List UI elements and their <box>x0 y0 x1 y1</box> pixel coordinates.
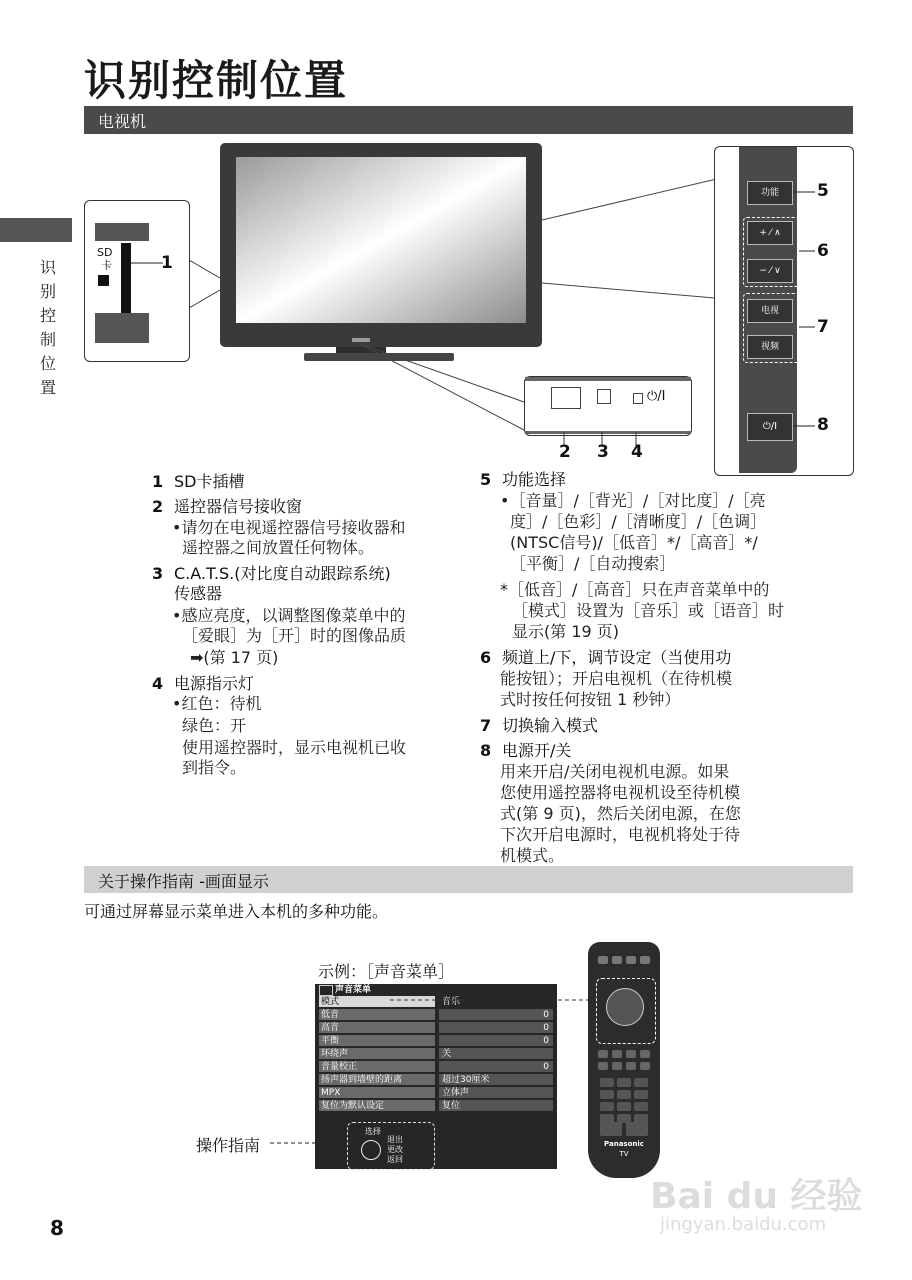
callout-6: 6 <box>817 241 829 261</box>
item-7: 7 切换输入模式 <box>480 716 599 735</box>
remote-brand: Panasonic <box>604 1140 644 1148</box>
remote-button[interactable] <box>612 1062 622 1070</box>
remote-button[interactable] <box>640 956 650 964</box>
remote-control <box>588 942 660 1178</box>
callout-8: 8 <box>817 415 829 435</box>
remote-button[interactable] <box>626 1050 636 1058</box>
channel-down-button[interactable]: − ⁄ ∨ <box>747 259 793 283</box>
power-symbol: ⏻/I <box>647 389 666 404</box>
cats-sensor <box>597 389 611 404</box>
item-3-line: •感应亮度，以调整图像菜单中的 <box>172 606 406 625</box>
item-8-line: 您使用遥控器将电视机设至待机模 <box>500 783 741 802</box>
panel-strip-bottom <box>95 313 149 343</box>
item-5: 5 功能选择 <box>480 470 567 489</box>
remote-number-button[interactable] <box>600 1090 614 1099</box>
remote-number-button[interactable] <box>634 1102 648 1111</box>
remote-model: TV <box>619 1150 629 1158</box>
item-3: 3 C.A.T.S.(对比度自动跟踪系统) <box>152 564 391 583</box>
power-button[interactable]: ⏻/I <box>747 413 793 441</box>
remote-button[interactable] <box>598 1050 608 1058</box>
item-8-line: 用来开启/关闭电视机电源。如果 <box>500 762 730 781</box>
remote-number-button[interactable] <box>634 1090 648 1099</box>
side-vertical-label: 识 别 控 制 位 置 <box>39 258 56 397</box>
watermark-logo: Bai du 经验 <box>650 1176 863 1217</box>
power-indicator-led <box>633 393 643 404</box>
sd-card-icon <box>98 275 109 286</box>
osd-row[interactable]: MPX 立体声 <box>319 1087 553 1099</box>
item-4-line: 绿色：开 <box>182 716 247 735</box>
item-8-line: 下次开启电源时，电视机将处于待 <box>500 825 741 844</box>
function-button[interactable]: 功能 <box>747 181 793 205</box>
osd-row[interactable]: 低音 0 <box>319 1009 553 1021</box>
guide-label: 操作指南 <box>196 1136 261 1155</box>
item-4-line: •红色：待机 <box>172 694 262 713</box>
osd-row[interactable]: 扬声器到墙壁的距离 超过30厘米 <box>319 1074 553 1086</box>
guide-change: 更改 <box>387 1145 403 1154</box>
remote-button[interactable] <box>640 1050 650 1058</box>
page-number: 8 <box>50 1216 64 1240</box>
remote-number-button[interactable] <box>600 1078 614 1087</box>
osd-row[interactable]: 音量校正 0 <box>319 1061 553 1073</box>
dpad-icon <box>361 1140 381 1160</box>
video-input-button[interactable]: 视频 <box>747 335 793 359</box>
section-header-guide <box>84 866 853 893</box>
guide-select: 选择 <box>365 1127 381 1136</box>
item-1: 1 SD卡插槽 <box>152 472 245 491</box>
example-label: 示例：［声音菜单］ <box>318 962 455 981</box>
remote-channel-button[interactable] <box>626 1122 648 1136</box>
item-2-line: 遥控器之间放置任何物体。 <box>182 538 375 557</box>
item-8-line: 机模式。 <box>500 846 565 865</box>
osd-row[interactable]: 模式 音乐 <box>319 996 553 1008</box>
front-sensor-panel <box>524 376 692 436</box>
item-5-line: 度］/［色彩］/［清晰度］/［色调］ <box>510 512 767 531</box>
callout-7: 7 <box>817 317 829 337</box>
side-control-panel <box>714 146 854 476</box>
callout-3: 3 <box>597 442 609 462</box>
osd-row[interactable]: 环绕声 关 <box>319 1048 553 1060</box>
item-2-line: •请勿在电视遥控器信号接收器和 <box>172 518 406 537</box>
sd-card-slot <box>121 243 131 313</box>
item-5-note: ［模式］设置为［音乐］或［语音］时 <box>512 601 785 620</box>
remote-number-button[interactable] <box>617 1102 631 1111</box>
remote-number-button[interactable] <box>617 1090 631 1099</box>
sd-slot-panel <box>84 200 190 362</box>
sd-label: SD <box>97 246 113 259</box>
remote-button[interactable] <box>640 1062 650 1070</box>
osd-row[interactable]: 平衡 0 <box>319 1035 553 1047</box>
remote-button[interactable] <box>598 956 608 964</box>
callout-2: 2 <box>559 442 571 462</box>
remote-number-button[interactable] <box>634 1078 648 1087</box>
remote-number-button[interactable] <box>617 1078 631 1087</box>
remote-button[interactable] <box>626 956 636 964</box>
remote-dpad[interactable] <box>606 988 644 1026</box>
menu-icon <box>319 985 333 996</box>
guide-exit: 退出 <box>387 1135 403 1144</box>
remote-button[interactable] <box>612 1050 622 1058</box>
item-5-line: •［音量］/［背光］/［对比度］/［亮 <box>500 491 766 510</box>
remote-button[interactable] <box>598 1062 608 1070</box>
panel-strip-top <box>95 223 149 241</box>
item-6-line: 式时按任何按钮 1 秒钟） <box>500 690 681 709</box>
tv-screen <box>236 157 526 323</box>
item-3-title2: 传感器 <box>174 584 223 603</box>
remote-button[interactable] <box>612 956 622 964</box>
item-3-line: ［爱眼］为［开］时的图像品质 <box>182 626 407 645</box>
section-header-label: 电视机 <box>98 112 147 131</box>
page-title: 识别控制位置 <box>84 56 349 105</box>
callout-4: 4 <box>631 442 643 462</box>
item-4-line: 到指令。 <box>182 758 247 777</box>
item-4-line: 使用遥控器时，显示电视机已收 <box>182 738 407 757</box>
item-2: 2 遥控器信号接收窗 <box>152 497 303 516</box>
card-label: 卡 <box>101 259 112 272</box>
item-8-line: 式(第 9 页)，然后关闭电源，在您 <box>500 804 741 823</box>
item-5-note: *［低音］/［高音］只在声音菜单中的 <box>500 580 770 599</box>
tv-input-button[interactable]: 电视 <box>747 299 793 323</box>
osd-row[interactable]: 高音 0 <box>319 1022 553 1034</box>
item-8: 8 电源开/关 <box>480 741 572 760</box>
remote-button[interactable] <box>626 1062 636 1070</box>
remote-number-button[interactable] <box>600 1102 614 1111</box>
item-5-line: ［平衡］/［自动搜索］ <box>510 554 676 573</box>
item-6: 6 频道上/下，调节设定（当使用功 <box>480 648 732 667</box>
osd-header: 声音菜单 <box>335 985 372 995</box>
item-4: 4 电源指示灯 <box>152 674 255 693</box>
item-5-note: 显示(第 19 页) <box>512 622 620 641</box>
remote-receiver-window <box>551 387 581 409</box>
item-5-line: (NTSC信号)/［低音］*/［高音］*/ <box>510 533 758 552</box>
callout-5: 5 <box>817 181 829 201</box>
item-3-line: ➡(第 17 页) <box>190 648 279 667</box>
remote-volume-button[interactable] <box>600 1122 622 1136</box>
watermark-url: jingyan.baidu.com <box>660 1214 827 1235</box>
section-guide-label: 关于操作指南 -画面显示 <box>98 872 269 891</box>
channel-up-button[interactable]: + ⁄ ∧ <box>747 221 793 245</box>
item-6-line: 能按钮）；开启电视机（在待机模 <box>500 669 733 688</box>
callout-1: 1 <box>161 253 173 273</box>
guide-return: 返回 <box>387 1155 403 1164</box>
osd-row[interactable]: 复位为默认设定 复位 <box>319 1100 553 1112</box>
intro-text: 可通过屏幕显示菜单进入本机的多种功能。 <box>84 902 389 921</box>
